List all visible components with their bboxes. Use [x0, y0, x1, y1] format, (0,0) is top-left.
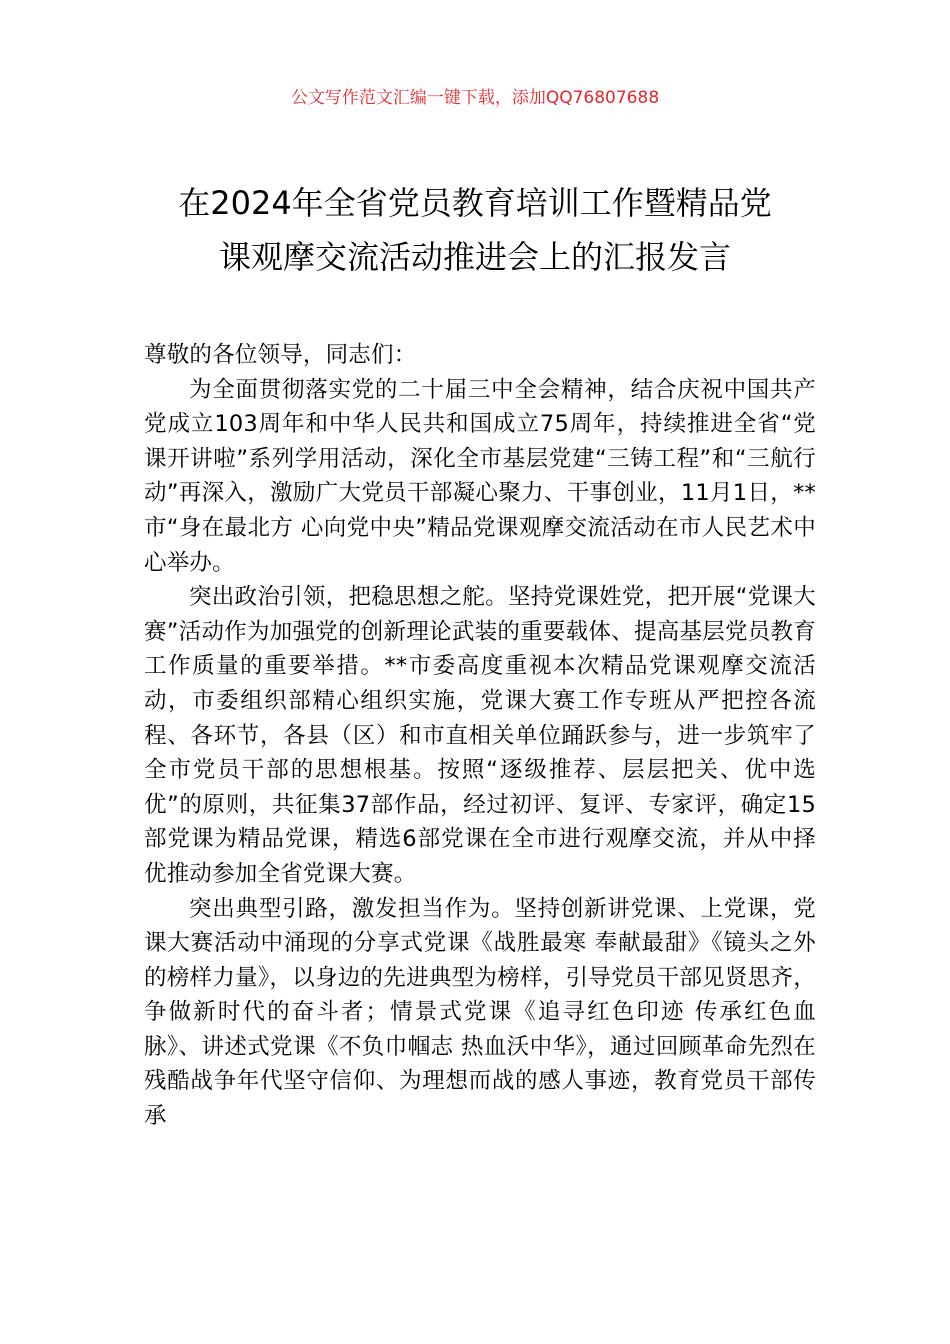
promo-header: 公文写作范文汇编一键下载，添加QQ76807688: [290, 88, 660, 108]
document-body: [144, 338, 816, 1134]
title-line-1: 在2024年全省党员教育培训工作暨精品党: [178, 184, 772, 222]
paragraph-typical-examples: 突出典型引路，激发担当作为。坚持创新讲党课、上党课，党课大赛活动中涌现的分享式党课《战胜最寒 奉献最甜》《镜头之外的榜样力量》，以身边的先进典型为榜样，引导党员干部见贤思齐，争做新时代的奋斗者；情景式党课《追寻红色印迹 传承红色血脉》、讲述式党课《不负巾帼志 热血沃中华》，通过回顾革命先烈在残酷战争年代坚守信仰、为理想而战的感人事迹，教育党员干部传承: [144, 895, 816, 1130]
title-line-2: 课观摩交流活动推进会上的汇报发言: [218, 238, 731, 276]
salutation: 尊敬的各位领导，同志们：: [144, 342, 417, 368]
paragraph-intro: 为全面贯彻落实党的二十届三中全会精神，结合庆祝中国共产党成立103周年和中华人民共和国成立75周年，持续推进全省“党课开讲啦”系列学用活动，深化全市基层党建“三铸工程”和“三航行动”再深入，激励广大党员干部凝心聚力、干事创业，11月1日，**市“身在最北方 心向党中央”精品党课观摩交流活动在市人民艺术中心举办。: [144, 376, 816, 576]
paragraph-political-guidance: 突出政治引领，把稳思想之舵。坚持党课姓党，把开展“党课大赛”活动作为加强党的创新理论武装的重要载体、提高基层党员教育工作质量的重要举措。**市委高度重视本次精品党课观摩交流活动，市委组织部精心组织实施，党课大赛工作专班从严把控各流程、各环节，各县（区）和市直相关单位踊跃参与，进一步筑牢了全市党员干部的思想根基。按照“逐级推荐、层层把关、优中选优”的原则，共征集37部作品，经过初评、复评、专家评，确定15部党课为精品党课，精选6部党课在全市进行观摩交流，并从中择优推动参加全省党课大赛。: [144, 584, 816, 887]
document-title: [110, 176, 840, 284]
